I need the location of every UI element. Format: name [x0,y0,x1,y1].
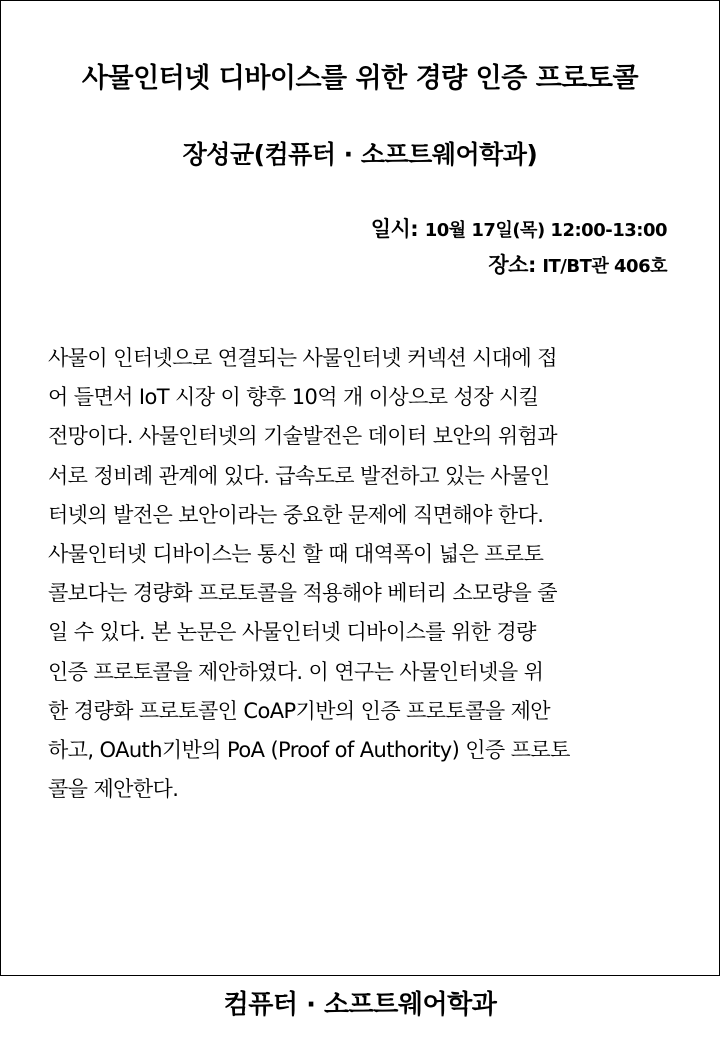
abstract-line: 어 들면서 IoT 시장 이 향후 10억 개 이상으로 성장 시킬 [48,385,539,410]
abstract-line: 사물이 인터넷으로 연결되는 사물인터넷 커넥션 시대에 접 [48,346,557,370]
date-value: 10월 17일(목) 12:00-13:00 [424,220,667,241]
department-footer: 컴퓨터 · 소프트웨어학과 [223,990,497,1020]
place-label: 장소: [488,253,536,277]
abstract-line: 일 수 있다. 본 논문은 사물인터넷 디바이스를 위한 경량 [48,620,536,645]
abstract-line: 서로 정비례 관계에 있다. 급속도로 발전하고 있는 사물인 [48,463,550,488]
abstract-line: 인증 프로토콜을 제안하였다. 이 연구는 사물인터넷을 위 [48,659,544,684]
abstract-line: 터넷의 발전은 보안이라는 중요한 문제에 직면해야 한다. [48,502,544,527]
abstract-line: 전망이다. 사물인터넷의 기술발전은 데이터 보안의 위험과 [48,424,557,449]
abstract-line: 콜보다는 경량화 프로토콜을 적용해야 베터리 소모량을 줄 [48,581,557,606]
abstract-line: 콜을 제안한다. [48,777,179,802]
abstract-text [48,339,673,809]
date-line [371,213,667,243]
place-value: IT/BT관 406호 [542,256,667,277]
abstract-line: 하고, OAuth기반의 PoA (Proof of Authority) 인증 프로토 [48,737,570,762]
place-line [488,249,667,279]
seminar-title: 사물인터넷 디바이스를 위한 경량 인증 프로토콜 [81,63,639,94]
abstract-line: 한 경량화 프로토콜인 CoAP기반의 인증 프로토콜을 제안 [48,698,550,723]
abstract-line: 사물인터넷 디바이스는 통신 할 때 대역폭이 넓은 프로토 [48,541,544,566]
date-label: 일시: [370,217,419,241]
speaker-line: 장성균(컴퓨터 · 소프트웨어학과) [182,140,538,169]
